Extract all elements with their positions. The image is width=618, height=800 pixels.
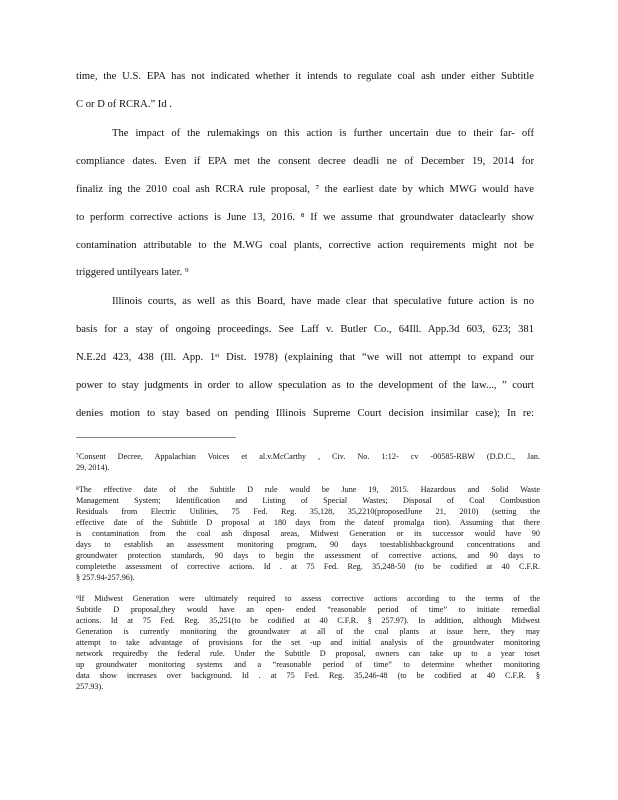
footnote-line: is contamination from the coal ash disposal areas, Midwest Generation or its successor would have 90 (76, 529, 540, 538)
body-line: Illinois courts, as well as this Board, have made clear that speculative future action is no (112, 296, 534, 307)
body-line: The impact of the rulemakings on this action is further uncertain due to their far- off (112, 128, 534, 139)
footnote-line: Subtitle D proposal,they would have an open- ended “reasonable period of time” to initiate remedial (76, 605, 540, 614)
footnote-line: Generation is currently monitoring the groundwater at all of the coal plants at issue here, they may (76, 627, 540, 636)
footnote-line: § 257.94-257.96). (76, 573, 135, 582)
footnote-line: effective date of the Subtitle D proposal at 180 days from the dateof promalga tion). Assuming that there (76, 518, 540, 527)
footnote-line: completethe assessment of corrective actions. Id . at 75 Fed. Reg. 35,248-50 (to be codified at 40 C.F.R. (76, 562, 540, 571)
body-line: to perform corrective actions is June 13, 2016. ⁸ If we assume that groundwater dataclearly show (76, 212, 534, 223)
body-line: basis for a stay of ongoing proceedings. See Laff v. Butler Co., 64Ill. App.3d 603, 623; 381 (76, 324, 534, 335)
footnote-line: data show increases over background. Id . at 75 Fed. Reg. 35,246-48 (to be codified at 40 C.F.R. § (76, 671, 540, 680)
body-line: N.E.2d 423, 438 (Ill. App. 1ˢᵗ Dist. 1978) (explaining that “we will not attempt to expand our (76, 352, 534, 363)
footnote-line: up groundwater monitoring systems and a “reasonable period of time” to determine whether monitoring (76, 660, 540, 669)
body-line: C or D of RCRA.” Id . (76, 99, 172, 110)
footnote-line: ⁷Consent Decree, Appalachian Voices et al.v.McCarthy , Civ. No. 1:12- cv -00585-RBW (D.D.C., Jan. (76, 452, 540, 461)
body-line: triggered untilyears later. ⁹ (76, 267, 189, 278)
footnote-line: Management System; Identification and Listing of Special Wastes; Disposal of Coal Combustion (76, 496, 540, 505)
footnote-line: ⁹If Midwest Generation were ultimately required to assess corrective actions according to the terms of the (76, 594, 540, 603)
footnote-line: actions. Id at 75 Fed. Reg. 35,251(to be codified at 40 C.F.R. § 257.97). In addition, although Midwest (76, 616, 540, 625)
body-line: compliance dates. Even if EPA met the consent decree deadli ne of December 19, 2014 for (76, 156, 534, 167)
footnote-line: ⁸The effective date of the Subtitle D rule would be June 19, 2015. Hazardous and Solid Waste (76, 485, 540, 494)
body-line: denies motion to stay based on pending Illinois Supreme Court decision insimilar case); In re: (76, 408, 534, 419)
body-line: contamination attributable to the M.WG coal plants, corrective action requirements might not be (76, 240, 534, 251)
footnote-line: 29, 2014). (76, 463, 110, 472)
body-line: finaliz ing the 2010 coal ash RCRA rule proposal, ⁷ the earliest date by which MWG would have (76, 184, 534, 195)
footnote-line: attempt to take advantage of provisions for the set -up and initial analysis of the groundwater monitoring (76, 638, 540, 647)
body-line: time, the U.S. EPA has not indicated whether it intends to regulate coal ash under either Subtitle (76, 71, 534, 82)
footnote-separator (76, 437, 236, 438)
body-line: power to stay judgments in order to allow speculation as to the development of the law..., ” court (76, 380, 534, 391)
footnote-line: groundwater protection standards, 90 days to begin the assessment of corrective actions, and 90 days to (76, 551, 540, 560)
footnote-line: Residuals from Electric Utilities, 75 Fed. Reg. 35,128, 35,2210(proposedJune 21, 2010) (setting the (76, 507, 540, 516)
footnote-line: 257.93). (76, 682, 104, 691)
footnote-line: days to establish an assessment monitoring program, 90 days toestablishbackground concentrations and (76, 540, 540, 549)
footnote-line: network requiredby the federal rule. Under the Subtitle D proposal, owners can take up to a year toset (76, 649, 540, 658)
